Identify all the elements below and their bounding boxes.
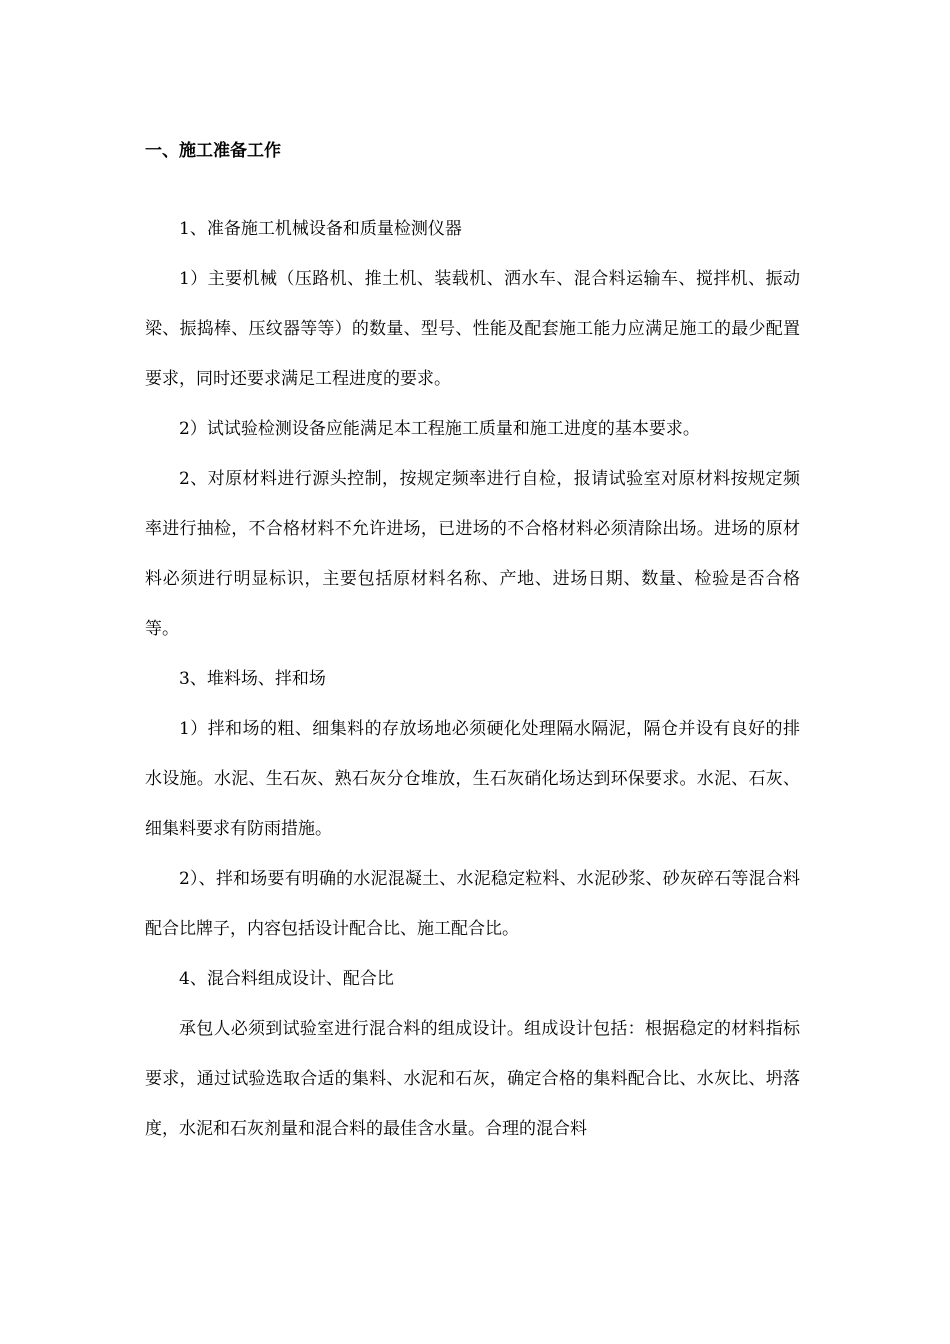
paragraph-6: 1）拌和场的粗、细集料的存放场地必须硬化处理隔水隔泥，隔仓并设有良好的排水设施。水泥、生石灰、熟石灰分仓堆放，生石灰硝化场达到环保要求。水泥、石灰、细集料要求有防雨措施。 [145,719,800,839]
paragraph-9: 承包人必须到试验室进行混合料的组成设计。组成设计包括：根据稳定的材料指标要求，通过试验选取合适的集料、水泥和石灰，确定合格的集料配合比、水灰比、坍落度，水泥和石灰剂量和混合料的最佳含水量。合理的混合料 [145,1019,800,1139]
section-heading: 一、施工准备工作 [145,141,281,161]
document-body [145,204,800,1154]
paragraph-2: 1）主要机械（压路机、推土机、装载机、洒水车、混合料运输车、搅拌机、振动梁、振捣棒、压纹器等等）的数量、型号、性能及配套施工能力应满足施工的最少配置要求，同时还要求满足工程进度的要求。 [145,269,800,389]
paragraph-3: 2）试试验检测设备应能满足本工程施工质量和施工进度的基本要求。 [179,419,700,439]
paragraph-5: 3、堆料场、拌和场 [179,669,326,689]
paragraph-8: 4、混合料组成设计、配合比 [179,969,394,989]
paragraph-1: 1、准备施工机械设备和质量检测仪器 [179,219,462,239]
paragraph-4: 2、对原材料进行源头控制，按规定频率进行自检，报请试验室对原材料按规定频率进行抽检，不合格材料不允许进场，已进场的不合格材料必须清除出场。进场的原材料必须进行明显标识，主要包括原材料名称、产地、进场日期、数量、检验是否合格等。 [145,469,800,639]
paragraph-7: 2）、拌和场要有明确的水泥混凝土、水泥稳定粒料、水泥砂浆、砂灰碎石等混合料配合比牌子，内容包括设计配合比、施工配合比。 [145,869,800,939]
